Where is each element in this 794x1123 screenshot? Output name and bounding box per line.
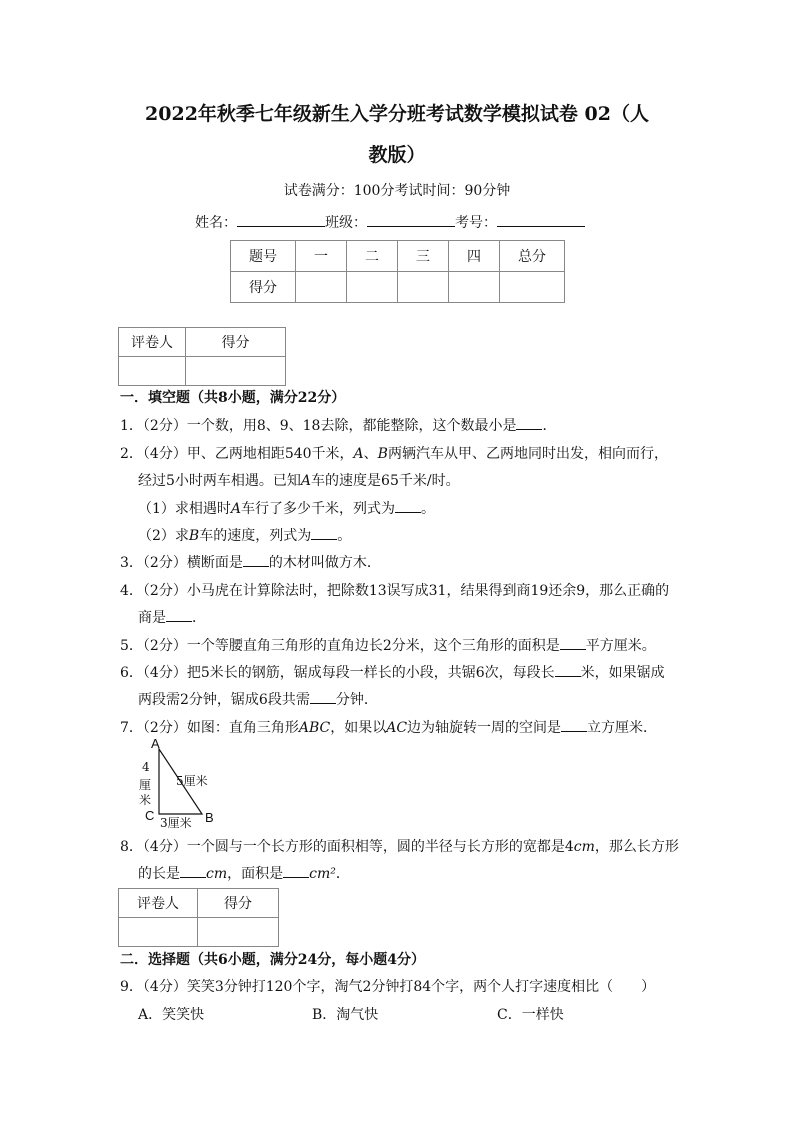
score-table [230,240,565,303]
question-6-line2: 两段需2分钟，锯成6段共需 分钟． [138,689,378,709]
question-4-line2: 商是 ． [138,607,206,627]
question-2-sub1: （1）求相遇时A车行了多少千米，列式为 。 [138,498,435,518]
side-ac-label-1: 4 [142,760,150,774]
class-label: 班级： [325,215,367,231]
answer-blank[interactable] [395,498,421,513]
page-title-line2: 教版） [368,144,426,166]
answer-blank[interactable] [166,607,192,622]
question-7: 7．（2分）如图：直角三角形ABC，如果以AC边为轴旋转一周的空间是 立方厘米． [120,717,657,737]
grader-cell[interactable] [119,357,186,386]
vertex-c-label: C [145,808,155,823]
side-ac-label-3: 米 [139,793,152,807]
question-2-sub2: （2）求B车的速度，列式为 。 [138,525,351,545]
grader-label: 评卷人 [119,328,186,357]
score-header-cell: 一 [296,241,347,272]
score-cell[interactable] [449,272,500,303]
score-table-header-row [231,241,565,272]
score-cell[interactable] [398,272,449,303]
grader-score-label: 得分 [186,328,286,357]
question-8-line1: 8．（4分）一个圆与一个长方形的面积相等，圆的半径与长方形的宽都是4cm，那么长方形 [120,839,679,855]
grader-score-label: 得分 [198,889,279,918]
question-2-line1: 2．（4分）甲、乙两地相距540千米，A、B两辆汽车从甲、乙两地同时出发，相向而行， [120,446,668,462]
option-a[interactable]: A．笑笑快 [138,1007,205,1023]
class-field[interactable] [367,212,455,227]
triangle-figure [135,736,225,830]
name-field[interactable] [237,212,325,227]
student-info-row [195,212,585,232]
score-header-cell: 总分 [500,241,565,272]
vertex-b-label: B [205,810,214,825]
score-header-cell: 题号 [231,241,296,272]
answer-blank[interactable] [180,863,206,878]
answer-blank[interactable] [283,863,309,878]
name-label: 姓名： [195,215,237,231]
question-2-line2: 经过5小时两车相遇。已知A车的速度是65千米/时。 [138,473,460,489]
score-cell[interactable] [500,272,565,303]
question-5: 5．（2分）一个等腰直角三角形的直角边长2分米，这个三角形的面积是 平方厘米。 [120,635,656,655]
answer-blank[interactable] [555,662,581,677]
id-field[interactable] [497,212,585,227]
answer-blank[interactable] [310,689,336,704]
question-3: 3．（2分）横断面是 的木材叫做方木． [120,552,381,572]
score-header-cell: 二 [347,241,398,272]
score-header-cell: 四 [449,241,500,272]
section2-heading: 二．选择题（共6小题，满分24分，每小题4分） [120,952,425,968]
question-9: 9．（4分）笑笑3分钟打120个字，淘气2分钟打84个字，两个人打字速度相比（ ） [120,979,656,995]
score-header-cell: 三 [398,241,449,272]
vertex-a-label: A [151,736,160,751]
grader-cell[interactable] [119,918,198,947]
page-title-line1: 2022年秋季七年级新生入学分班考试数学模拟试卷 02（人 [145,103,649,125]
option-c[interactable]: C．一样快 [497,1007,564,1023]
answer-blank[interactable] [560,635,586,650]
grader-table-1 [118,327,286,386]
grader-cell[interactable] [186,357,286,386]
question-8-line2: 的长是 cm，面积是 cm²． [138,863,350,883]
side-cb-label: 3厘米 [160,816,192,830]
section1-heading: 一．填空题（共8小题，满分22分） [120,390,346,406]
exam-subtitle: 试卷满分：100分考试时间：90分钟 [283,183,511,199]
question-1: 1．（2分）一个数，用8、9、18去除，都能整除，这个数最小是 ． [120,415,556,435]
grader-label: 评卷人 [119,889,198,918]
score-cell[interactable] [347,272,398,303]
grader-cell[interactable] [198,918,279,947]
answer-blank[interactable] [243,552,269,567]
score-cell[interactable] [296,272,347,303]
side-ac-label-2: 厘 [139,778,152,792]
option-b[interactable]: B．淘气快 [312,1007,379,1023]
question-6-line1: 6．（4分）把5米长的钢筋，锯成每段一样长的小段，共锯6次，每段长 米，如果锯成 [120,662,665,682]
score-table-score-row [231,272,565,303]
answer-blank[interactable] [311,525,337,540]
grader-table-2 [118,888,279,947]
answer-blank[interactable] [561,717,587,732]
question-4-line1: 4．（2分）小马虎在计算除法时，把除数13误写成31，结果得到商19还余9，那么正确的 [120,583,670,599]
score-row-label: 得分 [231,272,296,303]
side-ab-label: 5厘米 [176,774,208,788]
answer-blank[interactable] [516,415,542,430]
id-label: 考号： [455,215,497,231]
